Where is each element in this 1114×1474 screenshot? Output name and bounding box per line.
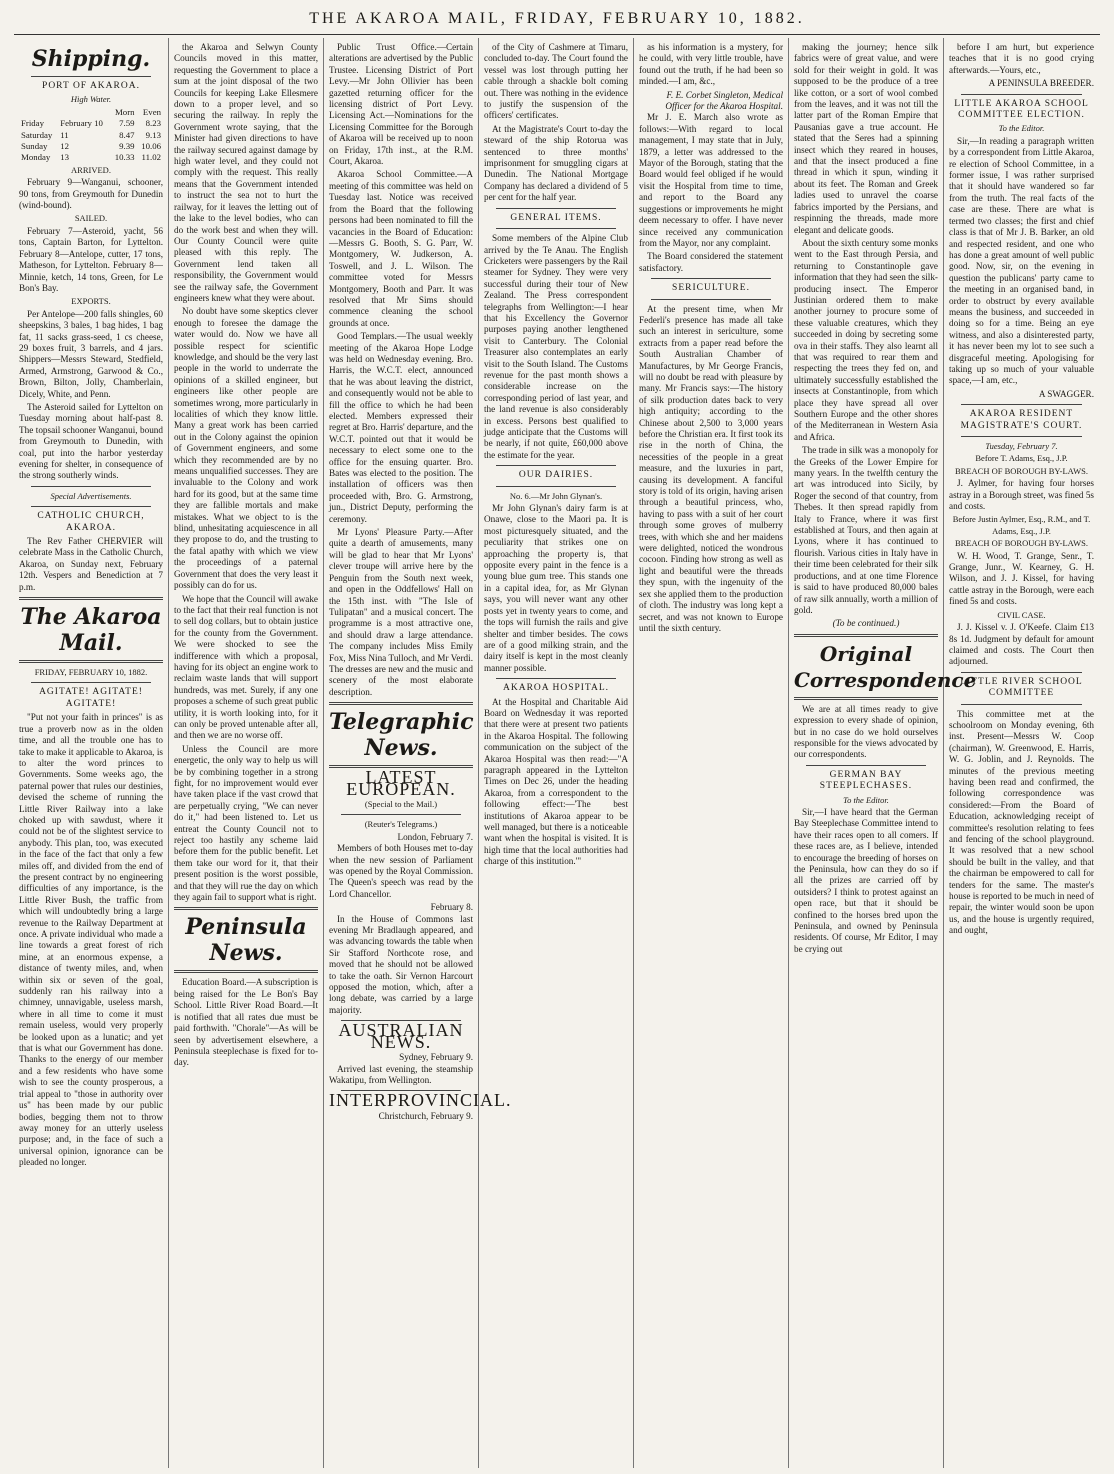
steeplechases-heading: GERMAN BAY STEEPLECHASES. <box>819 769 913 792</box>
tide-cell: 11.02 <box>141 152 161 163</box>
church-heading: CATHOLIC CHURCH, AKAROA. <box>37 511 145 533</box>
divider <box>31 486 151 487</box>
tide-cell: 10.33 <box>114 152 135 163</box>
dateline: Sydney, February 9. <box>399 1052 473 1063</box>
tide-table <box>19 107 163 164</box>
hospital-text: At the Hospital and Charitable Aid Board on Wednesday it was reported that there were at present two patients in the Akaroa Hospital. The following communication on the subject of the Akaroa Hospital was then read:—"A paragraph appeared in the Lyttelton Times on Dec 26, under the heading Akaroa, from a correspondent to the following effect:—'The best institutions of Akaroa appear to be well managed, but there is a noticeable want when the hospital is visited. It is high time that the local authorities had charge of this institution.'" <box>484 696 628 867</box>
arrived-text: February 9—Wanganui, schooner, 90 tons, from Greymouth for Dunedin (wind-bound). <box>19 177 163 211</box>
divider <box>961 94 1082 95</box>
tide-row <box>19 152 163 163</box>
double-divider <box>329 702 473 705</box>
divider <box>961 404 1082 405</box>
tide-header-cell: Morn <box>114 106 135 117</box>
high-water-label: High Water. <box>70 94 112 105</box>
hospital-text: Mr J. E. March also wrote as follows:—With regard to local management, I may state that in July, 1879, a letter was addressed to the Mayor of the Borough, stating that the Board would feel obliged if he would visit the Hospital from time to time, and report to the Board any suggestions or improvements he might deem necessary to offer. I have never since received any communication from the Mayor, nor any complaint. <box>639 112 783 248</box>
reuters-label: (Reuter's Telegrams.) <box>364 819 438 830</box>
telegram-text: of the City of Cashmere at Timaru, concluded to-day. The Court found the vessel was lost through putting her cable through a shackle bolt coming out. There was nothing in the evidence to justify the suspension of the officers' certificates. <box>484 42 628 121</box>
editorial-text: No doubt have some skeptics clever enough to foresee the damage the water would do. Now we have all possible respect for scientific knowledge, and should be the very last people in the world to underrate the opinions of a skilled engineer, but engineers like other people are sometimes wrong, more particularly in localities of which they know little. Many a great work has been carried out in the Colony against the opinion of Government engineers, and some which they recommended are by no means unqualified successes. They are invaluable to the Colony and work hard for its good, but at the same time they are fallible mortals and make mistakes. What we object to is the blind, unhesitating acquiescence in all they propose to do, and the trusting to the fatal apathy with which we view the proceedings of a paternal Government that does the very least it possibly can do for us. <box>174 306 318 591</box>
divider <box>961 436 1082 437</box>
case-heading: BREACH OF BOROUGH BY-LAWS. <box>955 465 1088 476</box>
hospital-text: as his information is a mystery, for he could, with very little trouble, have found out the truth, if he had been so minded.—I am, &c., <box>639 42 783 87</box>
editorial-text: "Put not your faith in princes" is as true a proverb now as in the olden time, and all the trouble one has to take to make it applicable to Akaroa, is to alter the word princes to Governments. Some weeks ago, the paternal power that rules our destinies, devised the scheme of running the Little River Railway into a lake choked up with sawdust, where it could not be of the slightest service to anybody. This plan, too, was executed in the face of the fact that only a few miles off, and divided from the end of the present contract by no engineering difficulties of any importance, is the Little River Bush, the traffic from which will undoubtedly bring a large revenue to the Railway Department at once. A private individual who made a line towards a great forest of rich mine, at an enormous expense, a distance of twenty miles, and, when within six or seven of the goal, suddenly ran his railway into a chimney, unnavigable, useless marsh, where in all time to come it must remain useless, would very properly be looked upon as a lunatic; and yet that is what our Government has done. Thanks to the energy of our member and a few residents who have some wish to see the county prosperous, a trial appeal to "those in authority over us" has been made by our public bodies, begging them not to throw away money for an utterly useless purpose; and, in the face of such a universal opinion, ignorance can be pleaded no longer. <box>19 712 163 1168</box>
continued-note: (To be continued.) <box>832 618 900 629</box>
tide-row <box>19 141 163 152</box>
sericulture-text: making the journey; hence silk fabrics were of great value, and were sold for their weight in gold. It was supposed to be the produce of a tree like cotton, or a sort of wool combed from the leaves, and it was not till the latter part of the Roman Empire that Pausanias gave a true account. He stated that the Seres had a spinning insect which they reared in houses, and that the insect produced a fine thread in which it spun, winding it about its feet. The Roman and Greek ladies used to unravel the coarse fabrics imported by the Persians, and respinning the threads, made more elegant and delicate goods. <box>794 42 938 235</box>
hospital-text: The Board considered the statement satisfactory. <box>639 251 783 273</box>
tide-cell: Monday <box>21 152 51 163</box>
sailed-heading: SAILED. <box>74 213 108 224</box>
tide-cell: 8.47 <box>119 129 135 140</box>
column-1 <box>14 38 169 1468</box>
tide-cell: Saturday <box>21 129 53 140</box>
tide-header-row <box>19 107 163 118</box>
telegram-text: At the Magistrate's Court to-day the steward of the ship Rotorua was sentenced to three months' imprisonment for smuggling cigars at Dunedin. The National Mortgage Company has declared a dividend of 5 per cent for the half year. <box>484 123 628 203</box>
latest-european-heading: LATEST EUROPEAN. <box>346 767 456 799</box>
tide-header-cell <box>19 107 58 118</box>
column-7 <box>944 38 1099 1468</box>
column-4 <box>479 38 634 1468</box>
local-news-text: Public Trust Office.—Certain alterations are advertised by the Public Trustee. Licensing District of Port Levy.—Mr John Ollivier has been gazetted returning officer for the licensing district of Port Levy. Licensing Act.—Nominations for the Licensing Committee for the Borough of Akaroa will be received up to noon on Friday, 17th inst., at the R.M. Court, Akaroa. <box>329 42 473 167</box>
peninsula-news-text: Education Board.—A subscription is being raised for the Le Bon's Bay School. Little River Road Board.—It is notified that all rates due must be paid forthwith. "Chorale"—As will be seen by advertisement elsewhere, a Peninsula steeplechase is fixed for to-day. <box>174 977 318 1068</box>
telegraphic-news-heading: Telegraphic News. <box>329 709 474 762</box>
australian-news-heading: AUSTRALIAN NEWS. <box>338 1020 464 1052</box>
to-editor-label: To the Editor. <box>843 794 889 805</box>
case-text: W. H. Wood, T. Grange, Senr., T. Grange, Junr., W. Kearney, G. H. Wilson, and J. J. Kissel, for having cattle astray in the Borough, were each fined 5s and costs. <box>949 550 1094 607</box>
tide-header-cell: Even <box>142 106 161 117</box>
divider <box>806 765 926 766</box>
peninsula-news-heading: Peninsula News. <box>185 914 307 967</box>
column-3 <box>324 38 512 1468</box>
local-news-text: Good Templars.—The usual weekly meeting of the Akaroa Hope Lodge was held on Wednesday evening. Bro. Harris, the W.C.T. elect, announced that he was about leaving the district, and consequently would not be able to fill the office to which he had been elected. Members expressed their regret at Bro. Harris' departure, and the W.C.T. pointed out that it would be necessary to elect some one to the office for the ensuing quarter. Bro. Bates was elected to the position. The installation of officers was then proceeded with, Bro. G. Armstrong, jun., District Deputy, performing the ceremony. <box>329 331 473 524</box>
dairies-subheading: No. 6.—Mr John Glynan's. <box>509 490 603 501</box>
editorial-heading: AGITATE! AGITATE! AGITATE! <box>39 687 143 709</box>
paper-title: The Akaroa Mail. <box>20 604 162 657</box>
editorial-text: the Akaroa and Selwyn County Councils moved in this matter, requesting the Government to place a sum at the joint disposal of the two Councils for keeping Lake Ellesmere down to a proper level, and so securing the railway. In reply the Government wrote saying, that the Minister had given directions to have the railway secured against damage by high water level, and they could not comply with the request. This really means that the Government intended to instruct the sea not to hurt the railway, for it leaves the letting out of the lake to the level bodies, who can do the work best and when they will. Our County Council were quite pleased with this reply. The Government lend taken all responsibility, the Government would see the railway safe, the Government engineers knew what they were about. <box>174 42 318 303</box>
exports-heading: EXPORTS. <box>71 296 111 307</box>
disclaimer-text: We are at all times ready to give expression to every shade of opinion, but in no case do we hold ourselves responsible for the views advocated by our correspondents. <box>794 703 938 760</box>
divider <box>341 814 461 815</box>
tide-cell: February 10 <box>60 118 103 129</box>
dateline: London, February 7. <box>397 831 473 842</box>
tide-cell: 10.06 <box>141 141 161 152</box>
divider <box>496 465 616 466</box>
local-news-text: Mr Lyons' Pleasure Party.—After quite a dearth of amusements, many will be glad to hear that Mr Lyons' clever troupe will arrive here by the Penguin from the South next week, and open in the Oddfellows' Hall on the 15th inst. with "The Isle of Tulipatan" and a musical concert. The programme is a most attractive one, and should draw a large attendance. The company includes Miss Emily Fox, Miss Nina Tulloch, and Mr Verdi. The dresses are new and the music and scenery of the most elaborate description. <box>329 527 473 697</box>
court-bench: Before T. Adams, Esq., J.P. <box>975 453 1068 464</box>
divider <box>961 672 1082 673</box>
sericulture-text: At the present time, when Mr Federli's presence has made all take such an interest in sericulture, some extracts from a paper read before the South Australian Chamber of Manufactures, by Mr George Francis, will no doubt be read with pleasure by many. Mr Francis says:—The history of silk production dates back to very high antiquity; according to the Chinese about 2,500 to 3,000 years before the Christian era. It first took its rise in the north of China, the necessities of the people in a great measure, and the luxuries in part, causing its development. A fanciful story is told of its origin, having arisen through a beautiful princess, who, having to pass with a suit of her court through some groves of mulberry trees, with which she and her maidens were delighted, noticed the wondrous cocoon. Finding how strong as well as light and beautiful were the threads they spun, with the ingenuity of the sex she applied them to the production of cloth. The industry was long kept a secret, and was not known to Europe until the sixth century. <box>639 303 783 633</box>
divider <box>31 76 151 77</box>
case-text: J. J. Kissel v. J. O'Keefe. Claim £13 8s 1d. Judgment by default for amount claimed and costs. The Court then adjourned. <box>949 622 1094 667</box>
divider <box>31 682 151 683</box>
signature: F. E. Corbet Singleton, Medical Officer for the Akaroa Hospital. <box>665 89 783 112</box>
tide-cell: 9.39 <box>119 141 135 152</box>
interprovincial-heading: INTERPROVINCIAL. <box>329 1090 512 1111</box>
double-divider <box>794 697 938 700</box>
tide-cell: 9.13 <box>145 129 161 140</box>
case-text: J. Aylmer, for having four horses astray in a Borough street, was fined 5s and costs. <box>949 478 1094 512</box>
dateline: Christchurch, February 9. <box>378 1110 473 1121</box>
local-news-text: Akaroa School Committee.—A meeting of this committee was held on Tuesday last. Notice was received from the Board that the following persons had been nominated to fill the vacancies in the Board of Education:—Messrs G. Booth, S. G. Parr, W. Montgomery, W. Judkerson, A. Toswell, and J. L. Wilson. The committee voted for Messrs Montgomery, Booth and Parr. It was resolved that Mr Sims should commence cleaning the school grounds at once. <box>329 169 473 328</box>
school-election-heading: LITTLE AKAROA SCHOOL COMMITTEE ELECTION. <box>954 98 1089 121</box>
telegram-text: In the House of Commons last evening Mr Bradlaugh appeared, and was advancing towards the table when Sir Stafford Northcote rose, and moved that he should not be allowed to take the oath. Sir Vernon Harcourt opposed the motion, which, after a long debate, was carried by a large majority. <box>329 913 473 1015</box>
divider <box>496 678 616 679</box>
special-ads-heading: Special Advertisements. <box>50 490 132 501</box>
divider <box>651 299 771 300</box>
tide-cell: Sunday <box>21 141 48 152</box>
masthead-rule <box>14 34 1100 35</box>
telegram-text: Members of both Houses met to-day when the new session of Parliament was opened by the Royal Commission. The Queen's speech was read by the Lord Chancellor. <box>329 843 473 899</box>
tide-cell: 13 <box>60 152 69 163</box>
issue-date: FRIDAY, FEBRUARY 10, 1882. <box>34 667 148 678</box>
to-editor-label: To the Editor. <box>998 123 1045 134</box>
special-label: (Special to the Mail.) <box>364 798 438 809</box>
general-items-heading: GENERAL ITEMS. <box>510 212 602 223</box>
arrived-heading: ARRIVED. <box>71 164 111 175</box>
divider <box>31 506 151 507</box>
general-items-text: Some members of the Alpine Club arrived by the Te Anau. The English Cricketers were passengers by the Rail steamer for Sydney. They were very successful during their tour of New Zealand. The Press correspondent telegraphs from Wellington:—I hear that his Excellency the Governor purposes paying another lengthened visit to Canterbury. The Colonial Treasurer also contemplates an early visit to the South Island. The Customs revenue for the past month shows a considerable increase on the corresponding period of last year, and the land revenue is also considerably in excess. Persons best qualified to judge anticipate that the Customs will be nearly, if not quite, £60,000 above the estimate for the year. <box>484 233 628 460</box>
divider <box>961 704 1082 705</box>
editorial-text: We hope that the Council will awake to the fact that their real function is not to sell dog collars, but to obtain justice for the county from the Government. We were shocked to see the indifference with which a proposal, having for its object an engine work to reclaim waste lands that will support hundreds, was met. Surely, if any one proposes a scheme of such great public utility, it is worth looking into, for it can only be proved untenable after all, and then we are no worse off. <box>174 593 318 741</box>
committee-text: This committee met at the schoolroom on Monday evening, 6th inst. Present—Messrs W. Coop (chairman), W. Greenwood, E. Harris, W. G. Joblin, and J. Reynolds. The minutes of the previous meeting having been read and confirmed, the following correspondence was considered:—From the Board of Education, acknowledging receipt of committee's resolution relating to fees and fencing of the school playground. It was resolved that a new school should be built in the valley, and that the chairman be empowered to call for tenders for the same. The master's house is reported to be much in need of repair, the winter would soon be upon us, and the house is urgently required, and ought, <box>949 708 1094 936</box>
sericulture-heading: SERICULTURE. <box>672 283 750 294</box>
tide-cell: Friday <box>21 118 44 129</box>
tide-cell: 7.59 <box>119 118 135 129</box>
court-heading: AKAROA RESIDENT MAGISTRATE'S COURT. <box>960 409 1083 431</box>
shipping-note: The Asteroid sailed for Lyttelton on Tuesday morning about half-past 8. The topsail schooner Wanganui, bound from Greymouth to Dunedin, with coal, put into the harbor yesterday evening for shelter, in consequence of the strong southerly winds. <box>19 401 163 481</box>
double-divider <box>19 660 163 663</box>
tide-cell: 11 <box>60 129 69 140</box>
hospital-heading: AKAROA HOSPITAL. <box>502 683 610 694</box>
divider <box>651 278 771 279</box>
our-dairies-heading: OUR DAIRIES. <box>518 470 594 481</box>
editorial-text: Unless the Council are more energetic, the only way to help us will be by combining together in a strong fight, for no improvement would ever have taken place if the vast crowd that are perpetually crying, "We can never do it," had been listened to. Let us entreat the County Council not to reject too hastily any scheme laid before them for the public benefit. Let them take our word for it, that their present position is the worst possible, and that they will rue the day on which they again fail to support what is right. <box>174 743 318 903</box>
double-divider <box>174 970 318 973</box>
port-heading: PORT OF AKAROA. <box>42 81 140 91</box>
telegram-text: Arrived last evening, the steamship Wakatipu, from Wellington. <box>329 1063 473 1085</box>
divider <box>496 228 616 229</box>
tide-cell: 8.23 <box>145 118 161 129</box>
exports-text: Per Antelope—200 falls shingles, 60 sheepskins, 3 bales, 1 bag hides, 1 bag fat, 11 sacks grass-seed, 1 cs cheese, 29 boxes fruit, 3 barrels, and 4 jars. Shippers—Messrs Steward, Stedfield, Armed, Armstrong, Garwood & Co., Brown, Bilton, Jolly, Chamberlain, Dicely, White, and Penn. <box>19 308 163 399</box>
dateline: February 8. <box>430 902 473 913</box>
sericulture-text: The trade in silk was a monopoly for the Greeks of the Lower Empire for many years. In the twelfth century the art was introduced into Sicily, by Roger the second of that country, from Thebes. It then spread rapidly from Italy to France, where it was first established at Tours, and then again at Lyons, where it has continued to flourish. Various cities in Italy have in their time been celebrated for their silk productions, and at one time Florence is said to have produced 80,000 bales of raw silk annually, worth a million of gold. <box>794 445 938 615</box>
tide-header-cell <box>58 107 110 118</box>
court-date: Tuesday, February 7. <box>985 441 1058 451</box>
shipping-heading: Shipping. <box>31 46 151 72</box>
case-heading: CIVIL CASE. <box>997 609 1046 620</box>
column-2 <box>169 38 324 1468</box>
letter-text: Sir,—I have heard that the German Bay Steeplechase Committee intend to have their races open to all comers. If these races are, as I believe, intended to encourage the breeding of horses on the Peninsula, how can they do so if all the prizes are carried off by outsiders? I think to protest against an open race, but that it should be confined to the horses bred upon the Peninsula, and owned by Peninsula residents. Of course, Mr Editor, I may be crying out <box>794 806 938 954</box>
masthead: THE AKAROA MAIL, FRIDAY, FEBRUARY 10, 1882. <box>309 10 805 27</box>
tide-row <box>19 118 163 129</box>
tide-cell: 12 <box>60 141 69 152</box>
double-divider <box>19 597 163 600</box>
original-correspondence-heading: Original Correspondence <box>794 641 977 692</box>
tide-row <box>19 130 163 141</box>
sericulture-text: About the sixth century some monks went to the East through Persia, and returning to Constantinople gave information that they had seen the silk-producing insect. The Emperor Justinian ordered them to make another journey to procure some of these valuable creatures, which they succeeded in doing by secreting some ova in their staffs. They also learnt all that was required to rear them and respecting the trees they fed on, and ultimately successfully established the insects at Constantinople, from which place they have spread all over Southern Europe and the other shores of the Mediterranean in Western Asia and Africa. <box>794 237 938 442</box>
column-5 <box>634 38 789 1468</box>
double-divider <box>794 634 938 637</box>
newspaper-columns <box>14 38 1100 1468</box>
church-text: The Rev Father CHERVIER will celebrate Mass in the Catholic Church, Akaroa, on Sunday next, February 12th. Vespers and Benediction at 7 p.m. <box>19 536 163 592</box>
letter-text: before I am hurt, but experience teaches that it is no good crying afterwards.—Yours, etc., <box>949 42 1094 75</box>
divider <box>496 486 616 487</box>
signature: A SWAGGER. <box>1038 388 1094 399</box>
dairies-text: Mr John Glynan's dairy farm is at Onawe, close to the Maori pa. It is most picturesquely situated, and the peculiarity that strikes one on approaching the property is, that opposite every paint in the fence is a young blue gum tree. This stands one in a capital idea, for, as Mr Glynan says, you will never want any other posts yet in twenty years to come, and the tops will furnish the rails and give shelter and timber besides. The cows are of a good milking strain, and the dairy itself is kept in the most cleanly manner possible. <box>484 503 628 673</box>
double-divider <box>174 907 318 910</box>
letter-text: Sir,—In reading a paragraph written by a correspondent from Little Akaroa, re election of School Committee, in a former issue, I was rather surprised that it should have wandered so far from the truth. The real facts of the case are these. There are what is termed two classes; the first and chief class is that of Mr J. B. Barker, an old and respected resident, and one who has done a great amount of well public good. Now, sir, on the evening in question the publicans' party came to the meeting in an organised band, in order to obstruct by every available means the business, and succeeded in doing so for a time. Being an eye witness, and also a disinterested party, it has never been my lot to see such a disgraceful meeting. Apologising for taking up so much of your valuable space,—I am, etc., <box>949 135 1094 386</box>
case-heading: BREACH OF BOROUGH BY-LAWS. <box>955 538 1088 549</box>
sailed-text: February 7—Asteroid, yacht, 56 tons, Captain Barton, for Lyttelton. February 8—Antelope, cutter, 17 tons, Matheson, for Lyttelton. February 8—Minnie, ketch, 14 tons, Green, for Le Bon's Bay. <box>19 225 163 293</box>
divider <box>496 208 616 209</box>
little-river-committee-heading: LITTLE RIVER SCHOOL COMMITTEE <box>960 676 1083 699</box>
signature: A PENINSULA BREEDER. <box>988 78 1094 89</box>
court-bench: Before Justin Aylmer, Esq., R.M., and T. Adams, Esq., J.P. <box>952 514 1091 536</box>
column-6 <box>789 38 977 1468</box>
